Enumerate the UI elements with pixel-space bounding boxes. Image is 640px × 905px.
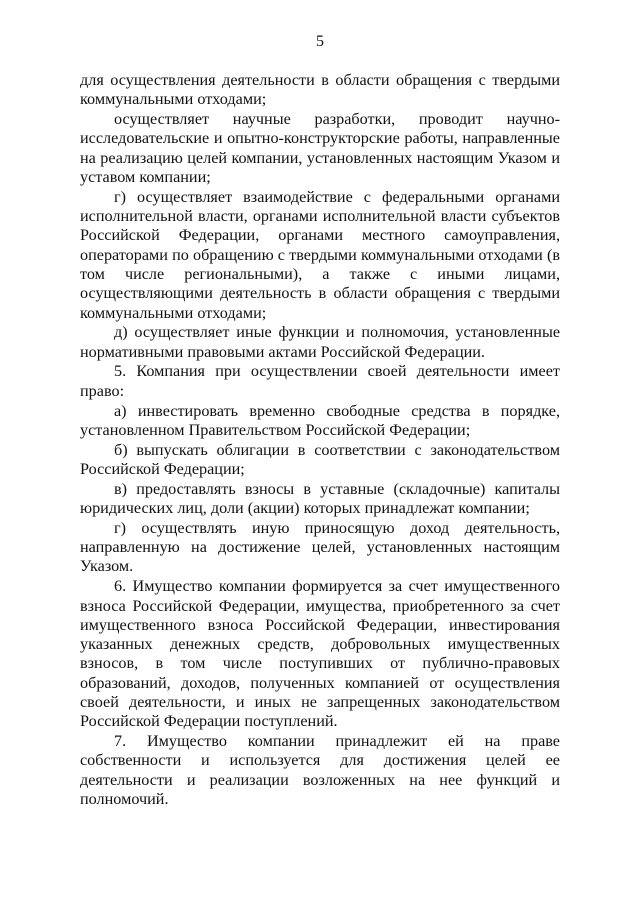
paragraph-research: осуществляет научные разработки, проводит научно-исследовательские и опытно-конструкторские работы, направленные на реализацию целей компании, установленных настоящим Указом и уставом компании; <box>80 110 560 186</box>
paragraph-section-7: 7. Имущество компании принадлежит ей на праве собственности и используется для достижения целей ее деятельности и реализации возложенных на нее функций и полномочий. <box>80 732 560 808</box>
paragraph-section-6: 6. Имущество компании формируется за счет имущественного взноса Российской Федерации, имущества, приобретенного за счет имущественного взноса Российской Федерации, инвестирования указанных денежных средств, добровольных имущественных взносов, в том числе поступивших от публично-правовых образований, доходов, полученных компанией от осуществления своей деятельности, и иных не запрещенных законодательством Российской Федерации поступлений. <box>80 577 560 731</box>
page-number: 5 <box>316 33 324 50</box>
paragraph-continuation: для осуществления деятельности в области обращения с твердыми коммунальными отходами; <box>80 71 560 109</box>
paragraph-item-b-bonds: б) выпускать облигации в соответствии с законодательством Российской Федерации; <box>80 440 560 478</box>
document-body <box>80 71 560 809</box>
paragraph-item-v-contributions: в) предоставлять взносы в уставные (складочные) капиталы юридических лиц, доли (акции) которых принадлежат компании; <box>80 479 560 518</box>
paragraph-item-g-income: г) осуществлять иную приносящую доход деятельность, направленную на достижение целей, установленных настоящим Указом. <box>80 518 560 576</box>
paragraph-item-g-interaction: г) осуществляет взаимодействие с федеральными органами исполнительной власти, органами исполнительной власти субъектов Российской Федерации, органами местного самоуправления, операторами по обращению с твердыми коммунальными отходами (в том числе региональными), а также с иными лицами, осуществляющими деятельность в области обращения с твердыми коммунальными отходами; <box>80 187 560 322</box>
paragraph-item-d-other-functions: д) осуществляет иные функции и полномочия, установленные нормативными правовыми актами Российской Федерации. <box>80 323 560 361</box>
paragraph-section-5: 5. Компания при осуществлении своей деятельности имеет право: <box>80 362 560 400</box>
paragraph-item-a-invest: а) инвестировать временно свободные средства в порядке, установленном Правительством Российской Федерации; <box>80 401 560 439</box>
